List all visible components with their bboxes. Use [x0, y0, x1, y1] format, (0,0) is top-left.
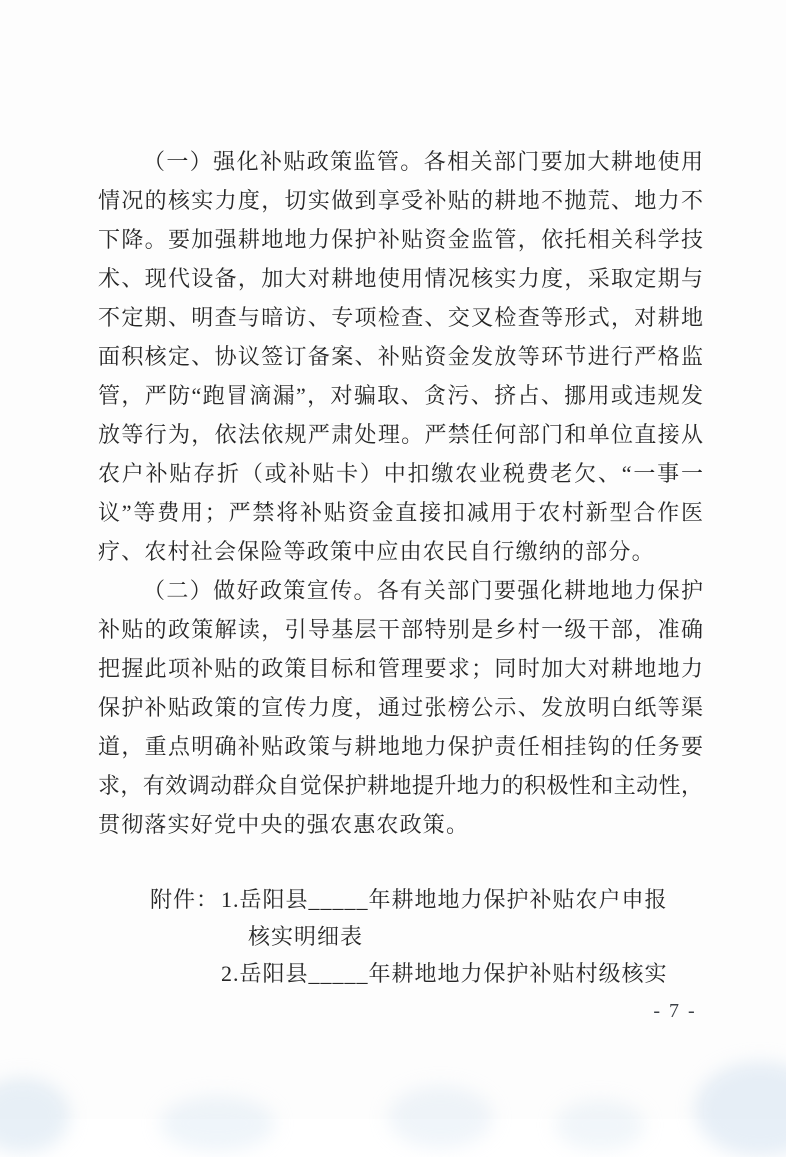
text-line: （一）强化补贴政策监管。各相关部门要加大耕地使用 [143, 149, 703, 174]
scan-smudge [388, 1086, 493, 1148]
text-line: 疗、农村社会保险等政策中应由农民自行缴纳的部分。 [98, 539, 655, 564]
attachment-line: 2.岳阳县_____年耕地地力保护补贴村级核实 [221, 961, 668, 986]
text-line: 道，重点明确补贴政策与耕地地力保护责任相挂钩的任务要 [98, 734, 703, 759]
text-line: 情况的核实力度，切实做到享受补贴的耕地不抛荒、地力不 [98, 188, 703, 213]
text-line: 补贴的政策解读，引导基层干部特别是乡村一级干部，准确 [98, 617, 703, 642]
scan-smudge [160, 1096, 275, 1151]
attachment-items [221, 881, 668, 992]
text-line: 求，有效调动群众自觉保护耕地提升地力的积极性和主动性， [98, 773, 703, 798]
scan-smudge [695, 1062, 786, 1157]
text-line: 不定期、明查与暗访、专项检查、交叉检查等形式，对耕地 [98, 305, 703, 330]
document-body [98, 142, 703, 844]
text-line: 下降。要加强耕地地力保护补贴资金监管，依托相关科学技 [98, 227, 703, 252]
text-line: 放等行为，依法依规严肃处理。严禁任何部门和单位直接从 [98, 422, 703, 447]
page-number: - 7 - [653, 1000, 697, 1022]
text-line: 保护补贴政策的宣传力度，通过张榜公示、发放明白纸等渠 [98, 695, 703, 720]
scan-smudge [0, 1078, 70, 1153]
attachment-label: 附件： [150, 887, 220, 912]
text-line: 农户补贴存折（或补贴卡）中扣缴农业税费老欠、“一事一 [98, 461, 703, 486]
text-line: 术、现代设备，加大对耕地使用情况核实力度，采取定期与 [98, 266, 703, 291]
attachment-line: 1.岳阳县_____年耕地地力保护补贴农户申报 [221, 887, 668, 912]
attachment-block [150, 881, 668, 992]
attachment-line: 核实明细表 [248, 924, 364, 949]
text-line: 议”等费用；严禁将补贴资金直接扣减用于农村新型合作医 [98, 500, 703, 525]
text-line: 把握此项补贴的政策目标和管理要求；同时加大对耕地地力 [98, 656, 703, 681]
text-line: （二）做好政策宣传。各有关部门要强化耕地地力保护 [143, 578, 703, 603]
text-line: 管，严防“跑冒滴漏”，对骗取、贪污、挤占、挪用或违规发 [98, 383, 703, 408]
scan-smudge [555, 1100, 645, 1150]
text-line: 面积核定、协议签订备案、补贴资金发放等环节进行严格监 [98, 344, 703, 369]
text-line: 贯彻落实好党中央的强农惠农政策。 [98, 812, 470, 837]
